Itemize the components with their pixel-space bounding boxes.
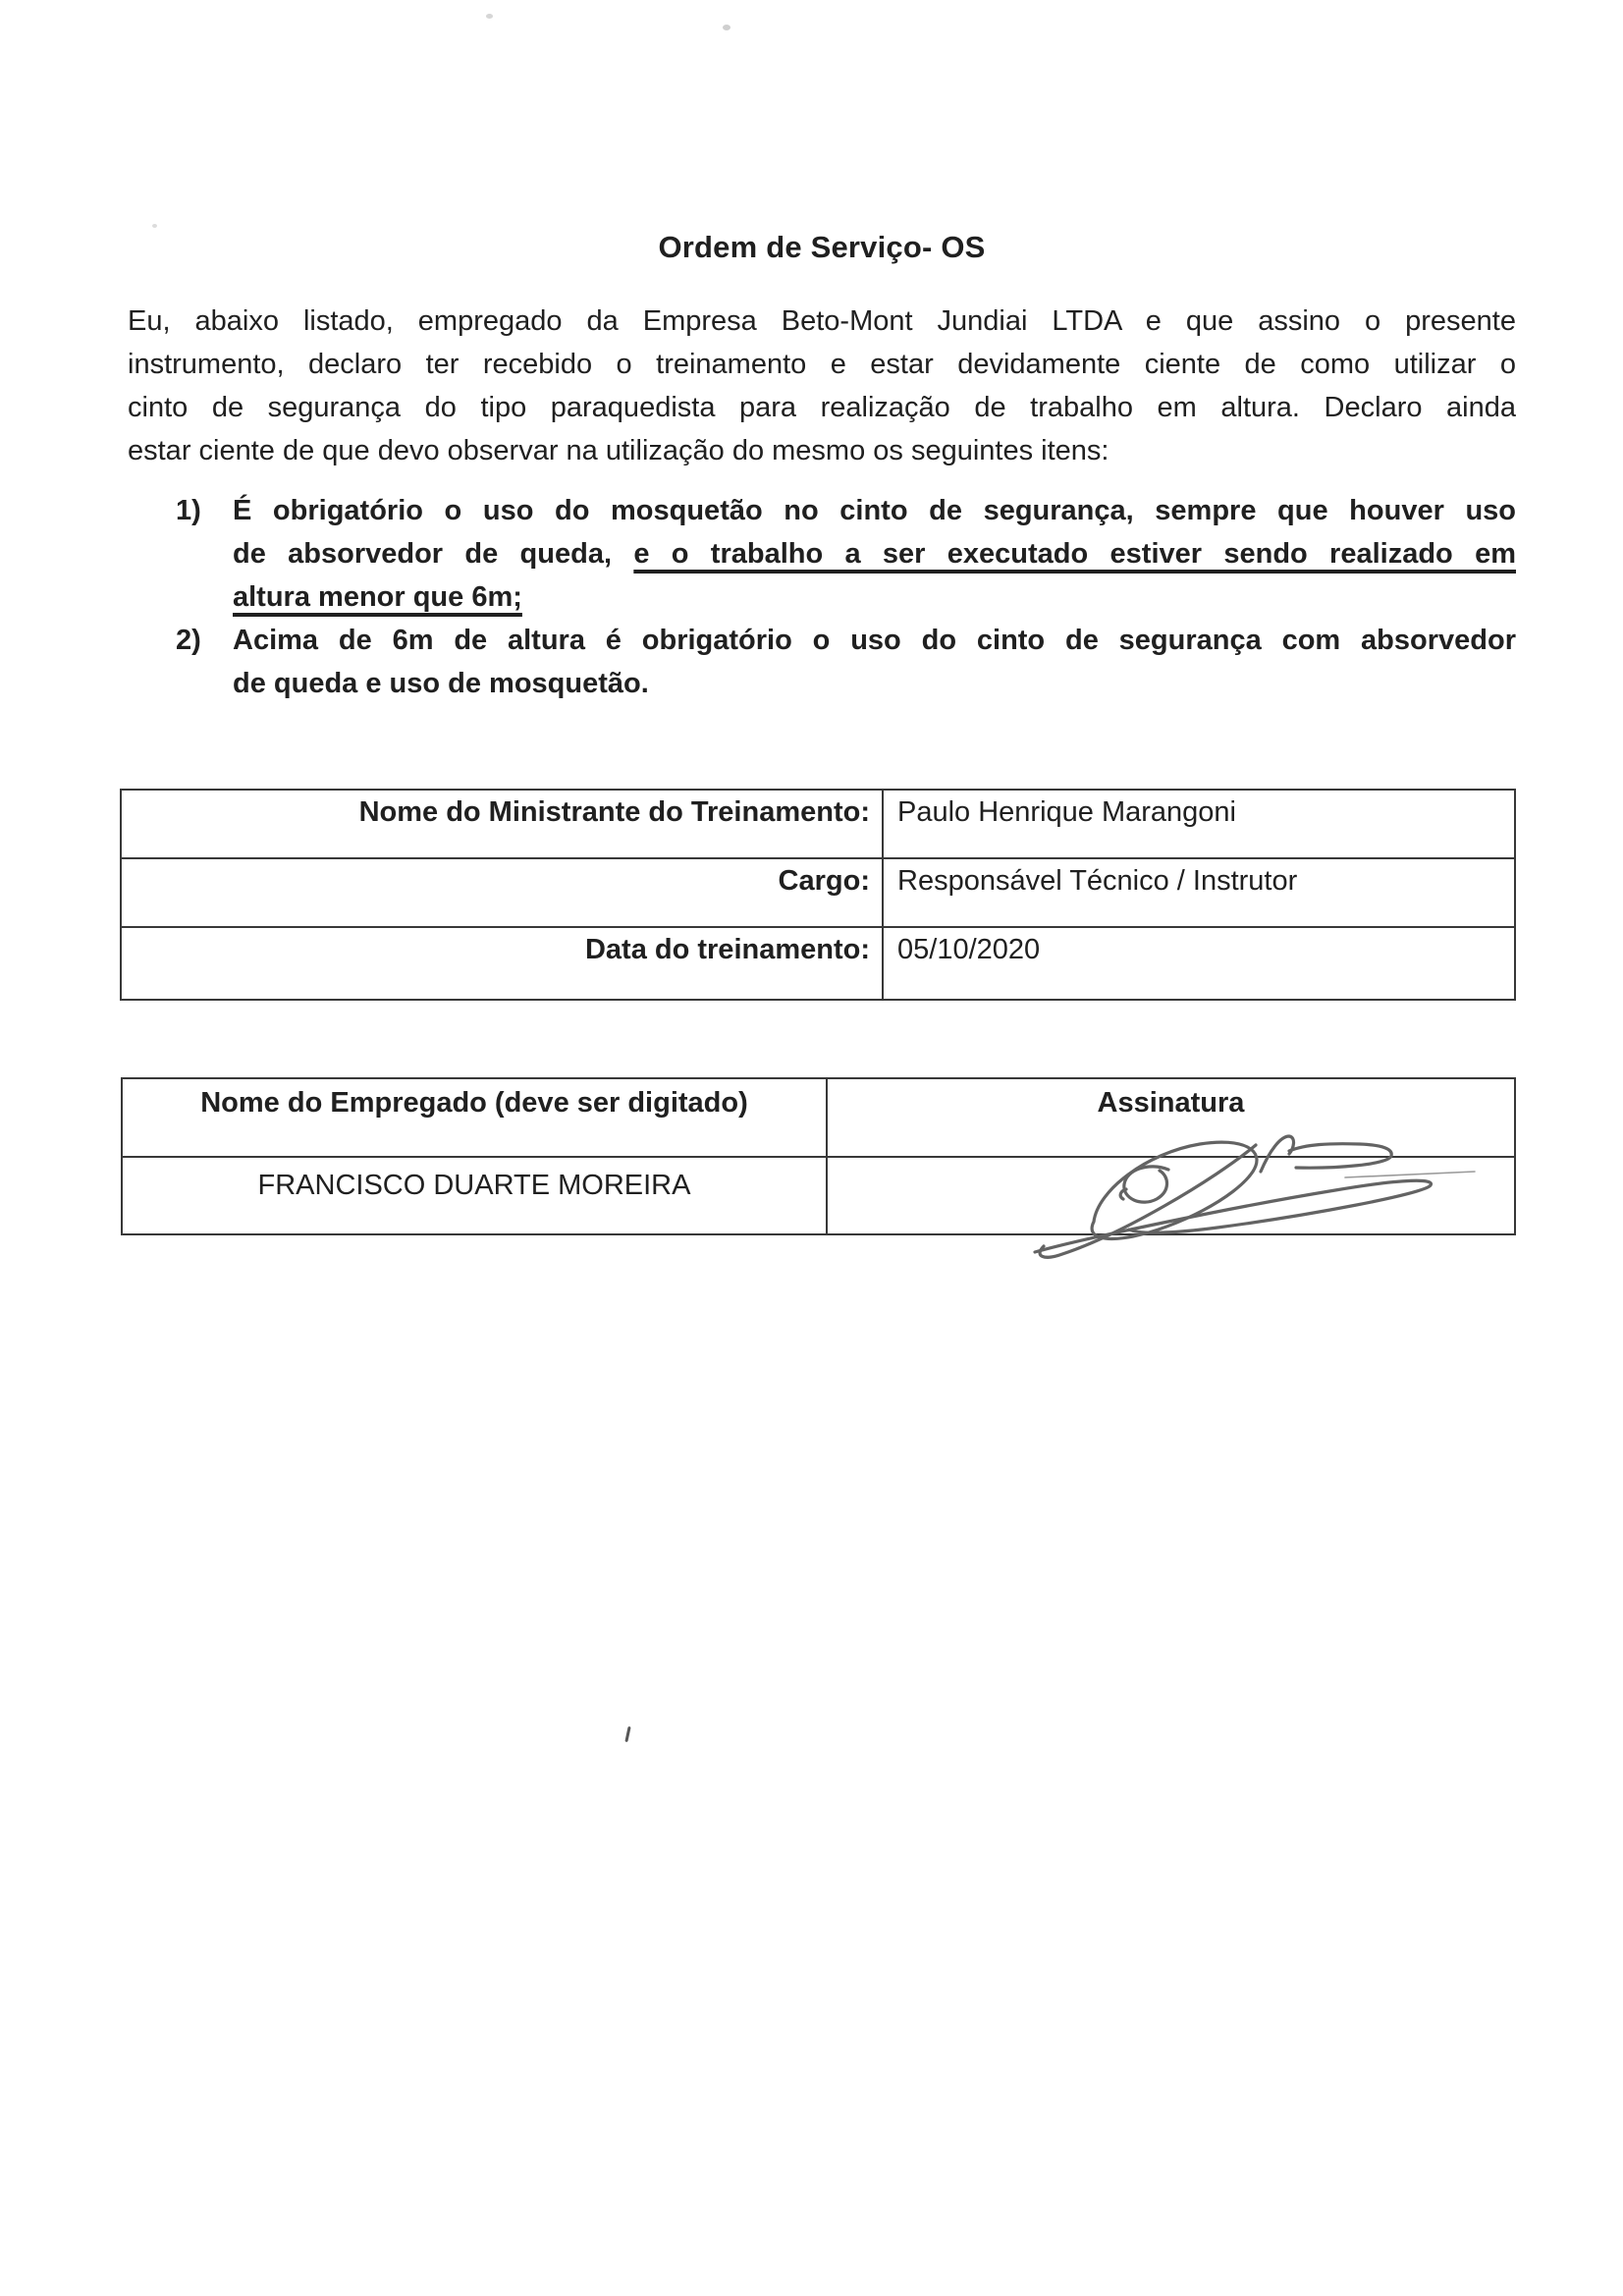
item-number: 2) [176,625,201,656]
handwritten-signature [982,1070,1532,1296]
signature-stroke [1345,1172,1475,1177]
row-label: Cargo: [121,858,883,927]
signature-stroke [1120,1167,1168,1202]
paragraph-line: instrumento, declaro ter recebido o treinamento e estar devidamente ciente de como utilizar o [128,349,1516,380]
row-value: 05/10/2020 [883,927,1515,1000]
list-line: Acima de 6m de altura é obrigatório o uso do cinto de segurança com absorvedor [233,625,1516,656]
underlined-text: altura menor que 6m; [233,581,522,613]
scan-stray-mark [624,1726,630,1742]
list-line [233,575,1516,619]
paragraph-line: Eu, abaixo listado, empregado da Empresa Beto-Mont Jundiai LTDA e que assino o presente [128,305,1516,337]
employee-name-cell: FRANCISCO DUARTE MOREIRA [122,1157,827,1234]
table-row [121,790,1515,858]
column-header-signature: Assinatura [827,1078,1515,1157]
scan-speck [486,14,493,19]
underlined-text: e o trabalho a ser executado estiver sendo realizado em [633,538,1516,570]
signature-stroke [1261,1136,1391,1172]
numbered-list [128,489,1516,705]
list-item-2 [128,619,1516,705]
row-label: Data do treinamento: [121,927,883,1000]
row-value: Paulo Henrique Marangoni [883,790,1515,858]
list-line: de queda e uso de mosquetão. [233,668,649,699]
table-row [121,858,1515,927]
list-item-1 [128,489,1516,619]
training-info-table [120,789,1516,1001]
item-number: 1) [176,495,201,526]
intro-paragraph [128,300,1516,472]
document-title: Ordem de Serviço- OS [658,230,986,264]
row-label: Nome do Ministrante do Treinamento: [121,790,883,858]
scan-speck [723,25,730,30]
table-row [121,927,1515,1000]
paragraph-line: cinto de segurança do tipo paraquedista para realização de trabalho em altura. Declaro ainda [128,392,1516,423]
list-line: de absorvedor de queda, e o trabalho a ser executado estiver sendo realizado em [233,538,1516,570]
list-line: É obrigatório o uso do mosquetão no cinto de segurança, sempre que houver uso [233,495,1516,526]
scan-speck [152,224,157,228]
column-header-employee-name: Nome do Empregado (deve ser digitado) [122,1078,827,1157]
paragraph-line: estar ciente de que devo observar na utilização do mesmo os seguintes itens: [128,435,1109,466]
row-value: Responsável Técnico / Instrutor [883,858,1515,927]
